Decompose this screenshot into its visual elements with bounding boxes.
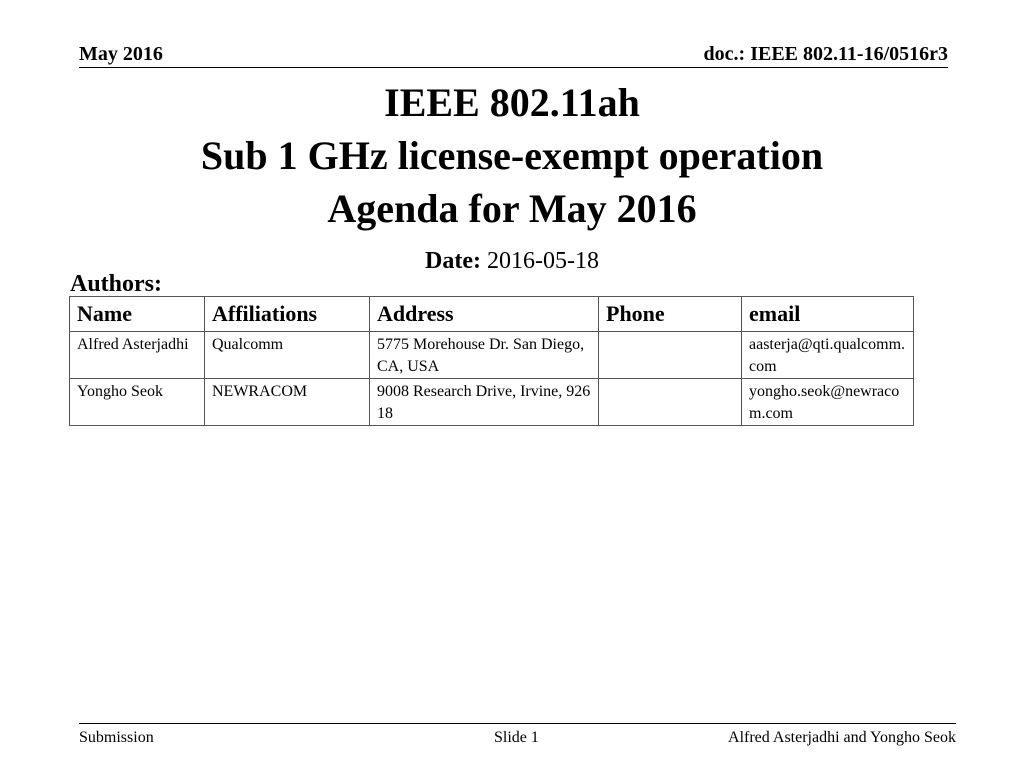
header-divider	[79, 67, 948, 68]
author-address: 9008 Research Drive, Irvine, 92618	[370, 379, 599, 426]
footer-divider	[79, 723, 956, 724]
authors-table	[69, 296, 914, 426]
date-label: Date:	[425, 248, 481, 274]
author-address: 5775 Morehouse Dr. San Diego, CA, USA	[370, 332, 599, 379]
column-header-email: email	[742, 297, 914, 332]
column-header-name: Name	[70, 297, 205, 332]
date-value: 2016-05-18	[486, 248, 599, 274]
header-date: May 2016	[79, 43, 163, 65]
author-affiliation: Qualcomm	[205, 332, 370, 379]
title-line-3: Agenda for May 2016	[327, 186, 697, 231]
author-affiliation: NEWRACOM	[205, 379, 370, 426]
footer-submission: Submission	[79, 729, 154, 746]
author-email: yongho.seok@newracom.com	[742, 379, 914, 426]
title-line-2: Sub 1 GHz license-exempt operation	[200, 133, 824, 178]
column-header-phone: Phone	[599, 297, 742, 332]
table-row	[70, 332, 914, 379]
author-phone	[599, 332, 742, 379]
header-doc-id: doc.: IEEE 802.11-16/0516r3	[703, 43, 948, 65]
author-name: Alfred Asterjadhi	[70, 332, 205, 379]
column-header-affiliations: Affiliations	[205, 297, 370, 332]
author-name: Yongho Seok	[70, 379, 205, 426]
footer-authors: Alfred Asterjadhi and Yongho Seok	[728, 729, 956, 746]
authors-label: Authors:	[70, 271, 163, 297]
author-phone	[599, 379, 742, 426]
author-email: aasterja@qti.qualcomm.com	[742, 332, 914, 379]
footer-slide-number: Slide 1	[494, 729, 539, 746]
column-header-address: Address	[370, 297, 599, 332]
table-row	[70, 379, 914, 426]
title-line-1: IEEE 802.11ah	[384, 80, 640, 125]
slide-title	[0, 76, 1024, 235]
table-header-row	[70, 297, 914, 332]
